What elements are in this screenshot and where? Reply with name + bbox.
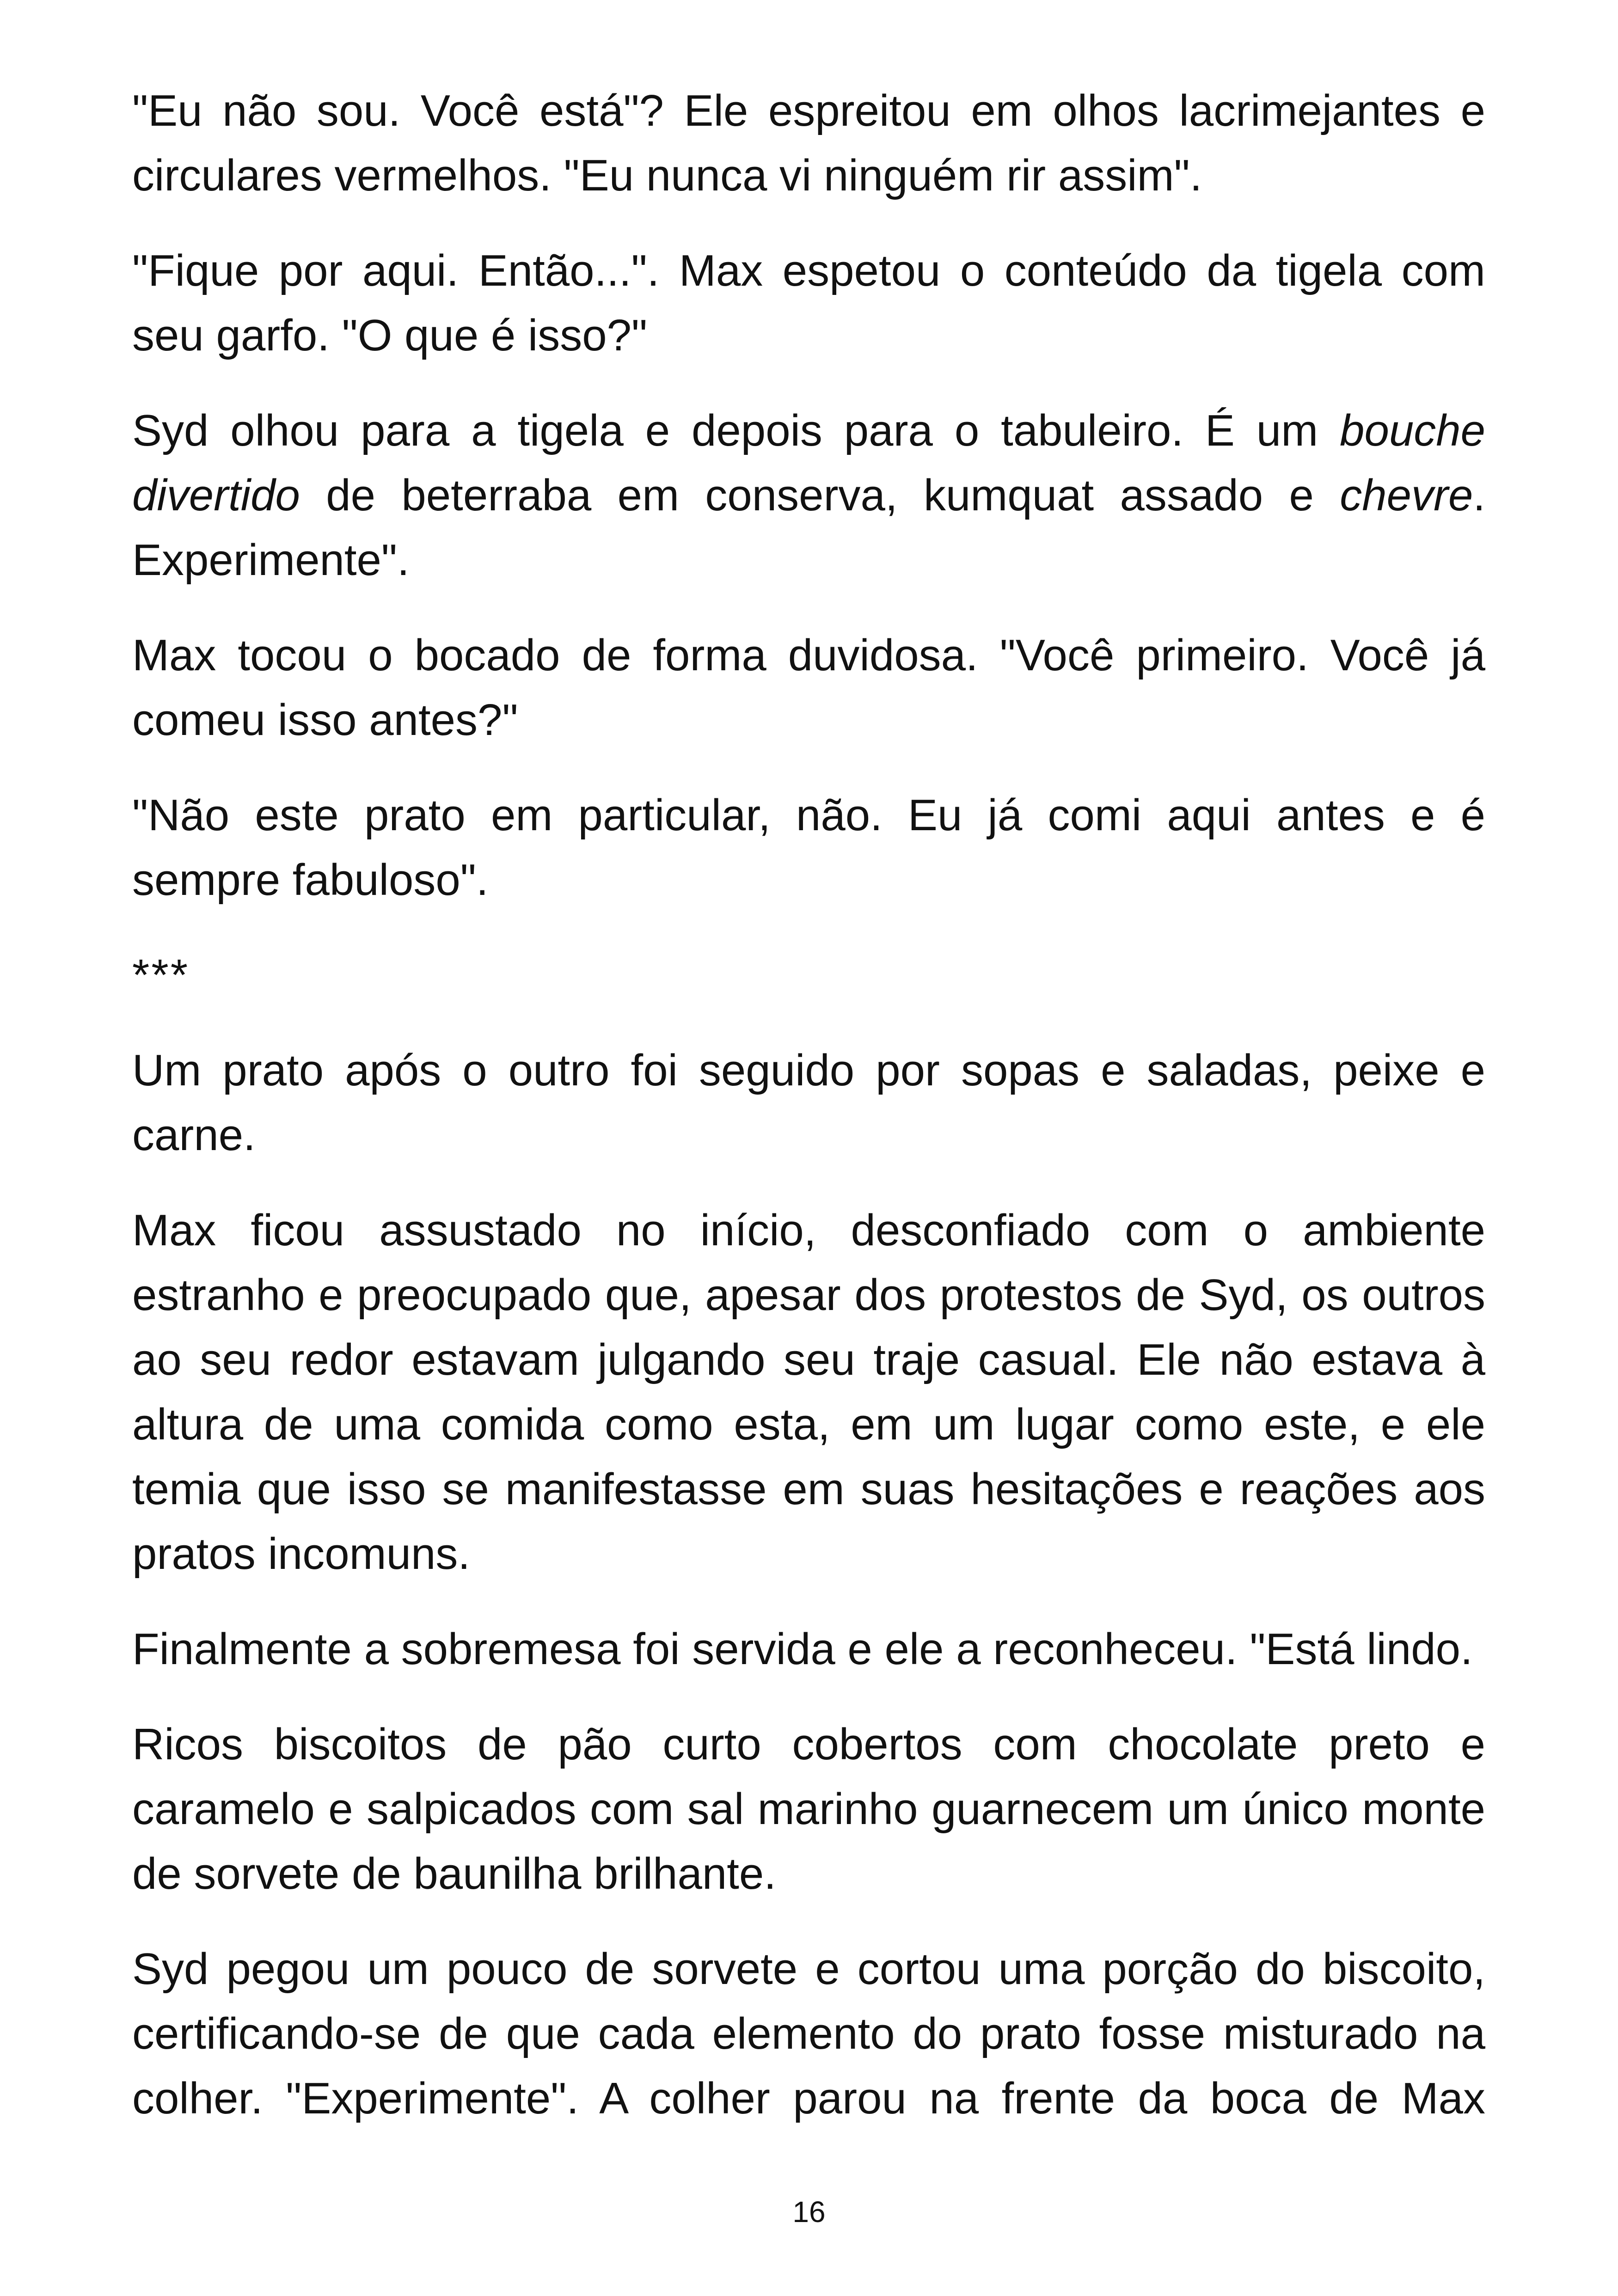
scene-break: *** [132, 950, 190, 1000]
paragraph: Finalmente a sobremesa foi servida e ele a reconheceu. "Está lindo. [132, 1624, 1473, 1674]
text-run: . Experimente". [132, 471, 1485, 585]
page-body [132, 79, 1485, 2131]
paragraph: "Fique por aqui. Então...". Max espetou o conteúdo da tigela com seu garfo. "O que é isso?" [132, 246, 1485, 360]
italic-text: bouche divertido [132, 406, 1485, 520]
text-run: Syd olhou para a tigela e depois para o tabuleiro. É um [132, 406, 1340, 455]
paragraph: Ricos biscoitos de pão curto cobertos com chocolate preto e caramelo e salpicados com sal marinho guarnecem um único monte de sorvete de baunilha brilhante. [132, 1720, 1485, 1898]
paragraph: Um prato após o outro foi seguido por sopas e saladas, peixe e carne. [132, 1046, 1485, 1160]
paragraph: "Eu não sou. Você está"? Ele espreitou em olhos lacrimejantes e circulares vermelhos. "Eu nunca vi ninguém rir assim". [132, 86, 1485, 200]
italic-text: chevre [1340, 471, 1473, 520]
text-run: de beterraba em conserva, kumquat assado e [300, 471, 1340, 520]
page-number: 16 [792, 2195, 826, 2229]
paragraph [132, 398, 1485, 593]
paragraph: Max ficou assustado no início, desconfiado com o ambiente estranho e preocupado que, apesar dos protestos de Syd, os outros ao seu redor estavam julgando seu traje casual. Ele não estava à altura de uma comida como esta, em um lugar como este, e ele temia que isso se manifestasse em suas hesitações e reações aos pratos incomuns. [132, 1206, 1485, 1579]
paragraph: "Não este prato em particular, não. Eu já comi aqui antes e é sempre fabuloso". [132, 790, 1485, 905]
paragraph: Syd pegou um pouco de sorvete e cortou uma porção do biscoito, certificando-se de que cada elemento do prato fosse misturado na colher. "Experimente". A colher parou na frente da boca de Max [132, 1944, 1485, 2123]
paragraph: Max tocou o bocado de forma duvidosa. "Você primeiro. Você já comeu isso antes?" [132, 631, 1485, 745]
